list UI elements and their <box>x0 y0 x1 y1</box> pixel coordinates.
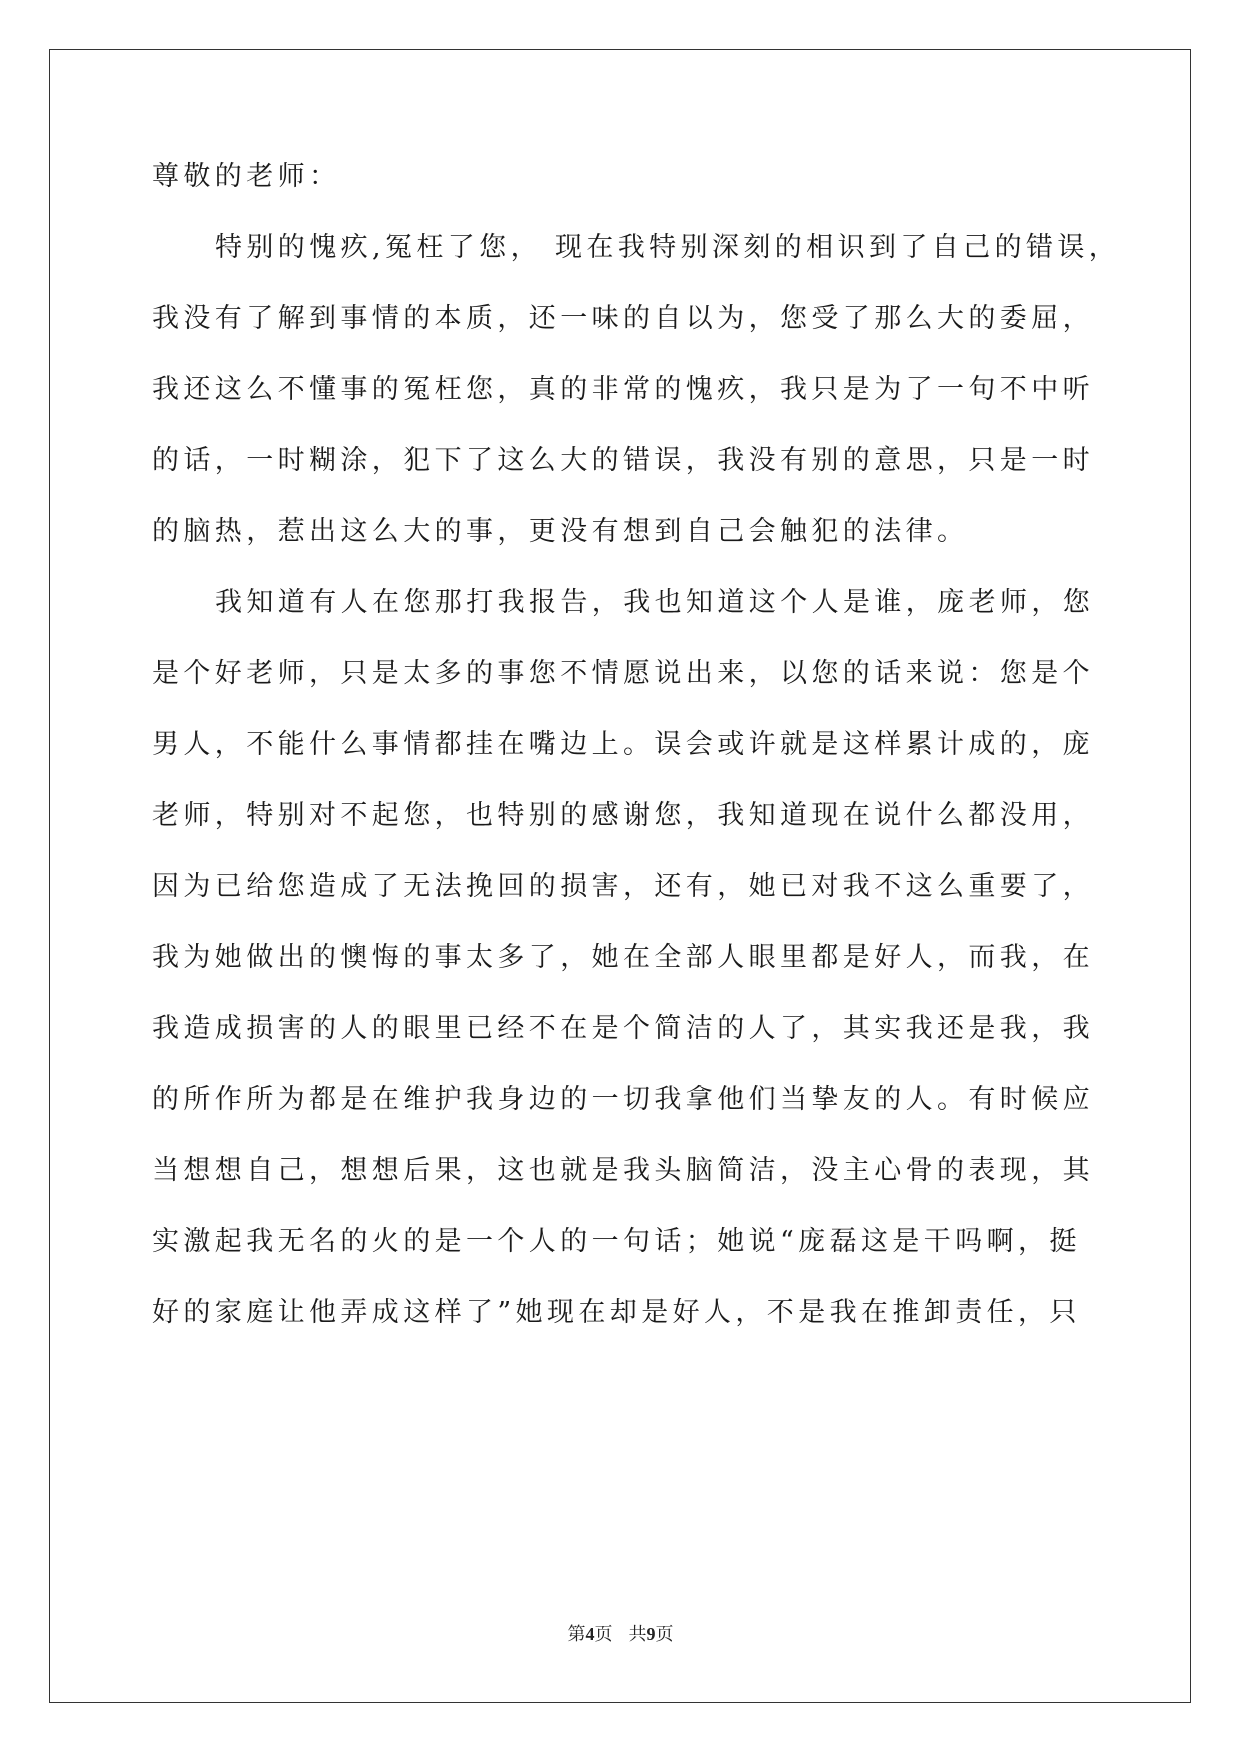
total-suffix: 页 <box>655 1624 674 1644</box>
paragraph-line: 我为她做出的懊悔的事太多了，她在全部人眼里都是好人，而我，在 <box>152 942 1094 973</box>
paragraph-line: 我没有了解到事情的本质，还一味的自以为，您受了那么大的委屈， <box>152 303 1094 334</box>
page-footer <box>0 1620 1241 1646</box>
paragraph-line: 的话，一时糊涂，犯下了这么大的错误，我没有别的意思，只是一时 <box>152 445 1094 476</box>
paragraph-line: 实激起我无名的火的是一个人的一句话；她说“庞磊这是干吗啊，挺 <box>152 1226 1081 1257</box>
total-pages: 9 <box>646 1624 656 1644</box>
salutation-line: 尊敬的老师： <box>152 161 341 192</box>
paragraph-line: 我还这么不懂事的冤枉您，真的非常的愧疚，我只是为了一句不中听 <box>152 374 1094 405</box>
page-suffix: 页 <box>594 1624 613 1644</box>
paragraph-line: 我知道有人在您那打我报告，我也知道这个人是谁，庞老师，您 <box>215 587 1095 618</box>
paragraph-line: 男人，不能什么事情都挂在嘴边上。误会或许就是这样累计成的，庞 <box>152 729 1094 760</box>
page-prefix: 第 <box>567 1624 586 1644</box>
total-prefix: 共 <box>628 1624 647 1644</box>
paragraph-line: 特别的愧疚,冤枉了您， 现在我特别深刻的相识到了自己的错误， <box>215 232 1121 263</box>
paragraph-line: 因为已给您造成了无法挽回的损害，还有，她已对我不这么重要了， <box>152 871 1094 902</box>
paragraph-line: 的脑热，惹出这么大的事，更没有想到自己会触犯的法律。 <box>152 516 969 547</box>
paragraph-line: 的所作所为都是在维护我身边的一切我拿他们当挚友的人。有时候应 <box>152 1084 1094 1115</box>
paragraph-line: 是个好老师，只是太多的事您不情愿说出来，以您的话来说：您是个 <box>152 658 1094 689</box>
paragraph-line: 当想想自己，想想后果，这也就是我头脑简洁，没主心骨的表现，其 <box>152 1155 1094 1186</box>
page-number: 4 <box>585 1624 595 1644</box>
paragraph-line: 老师，特别对不起您，也特别的感谢您，我知道现在说什么都没用， <box>152 800 1094 831</box>
paragraph-line: 好的家庭让他弄成这样了”她现在却是好人，不是我在推卸责任，只 <box>152 1297 1081 1328</box>
paragraph-line: 我造成损害的人的眼里已经不在是个简洁的人了，其实我还是我，我 <box>152 1013 1094 1044</box>
